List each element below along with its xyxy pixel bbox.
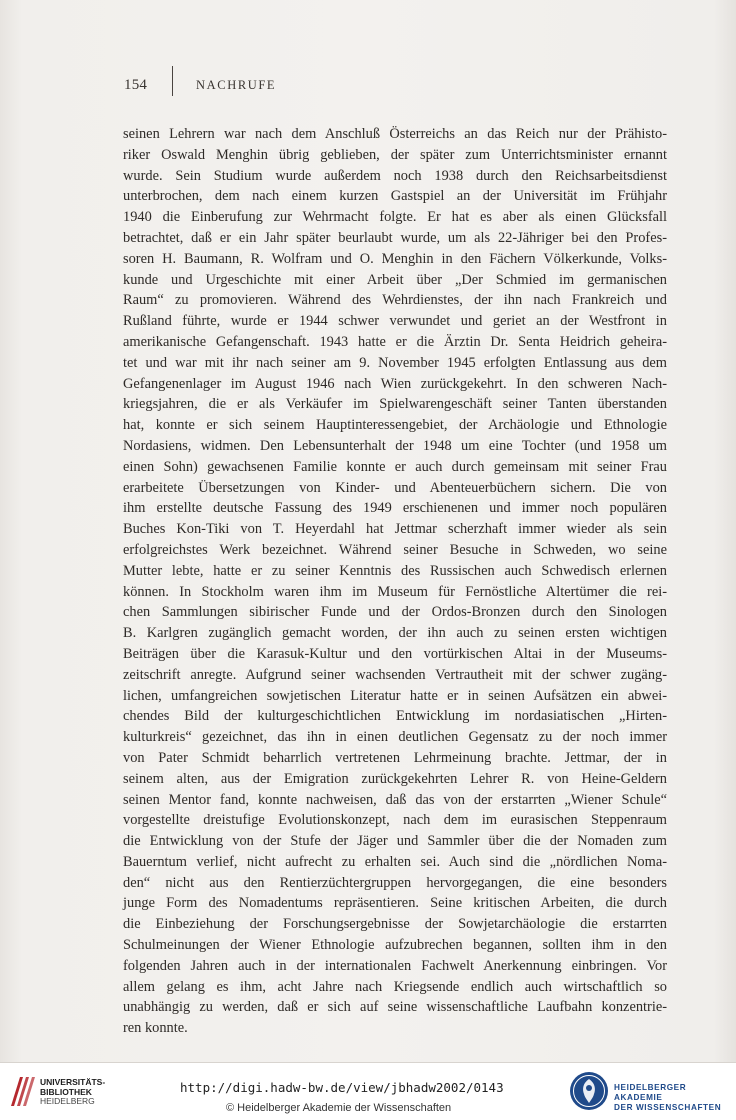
text-line: kunde und Urgeschichte mit einer Arbeit über „Der Schmied im germanischen [123,271,667,288]
section-title: NACHRUFE [196,78,277,92]
text-line: chendes Bild der kulturgeschichtlichen Entwicklung im nordasiatischen „Hirten- [123,708,667,725]
body-text [123,124,667,1039]
text-line: können. In Stockholm waren ihm im Museum für Fernöstliche Altertümer die rei- [123,583,667,600]
text-line: folgenden Jahren auch in der internationalen Fachwelt Anerkennung einbringen. Vor [123,957,667,974]
text-line: seinen Mentor fand, konnte nachweisen, daß das von der erstarrten „Wiener Schule“ [123,791,667,808]
text-line: Raum“ zu promovieren. Während des Wehrdienstes, der ihn nach Frankreich und [123,292,667,309]
text-line: kulturkreis“ gezeichnet, das ihn in einen deutlichen Gegensatz zu der noch immer [123,729,667,746]
text-line: soren H. Baumann, R. Wolfram und O. Menghin in den Fächern Völkerkunde, Volks- [123,250,667,267]
academy-name-line-2: DER WISSENSCHAFTEN [614,1103,722,1112]
text-line: kriegsjahren, die er als Verkäufer im Spielwarengeschäft seiner Tanten überstanden [123,396,667,413]
text-line: chen Sammlungen sibirischer Funde und der Ordos-Bronzen durch den Sinologen [123,604,667,621]
text-line: Rußland führte, wurde er 1944 schwer verwundet und geriet an der Westfront in [123,313,667,330]
text-line: Mutter lebte, hatte er zu seiner Kenntnis des Russischen auch Schwedisch erlernen [123,562,667,579]
text-line: lichen, umfangreichen sowjetischen Literatur hatte er in seinen Aufsätzen ein abwei- [123,687,667,704]
text-line: ren konnte. [123,1020,188,1037]
text-line: unabhängig zu werden, daß er sich auf seine wissenschaftliche Laufbahn konzentrie- [123,999,667,1016]
university-library-logo-icon [8,1073,36,1109]
text-line: 1940 die Einberufung zur Wehrmacht folgte. Er hat es aber als einen Glücksfall [123,209,667,226]
text-line: betrachtet, daß er ein Jahr später beurlaubt wurde, um als 22-Jähriger bei den Profes- [123,229,667,246]
text-line: Bauerntum verlief, nicht aufrecht zu erhalten sei. Auch sind die „nördlichen Noma- [123,853,667,870]
text-line: die Entwicklung von der Stufe der Jäger und Sammler über die der Nomaden zum [123,833,667,850]
text-line: wurde. Sein Studium wurde außerdem noch 1938 durch den Reichsarbeitsdienst [123,167,667,184]
academy-seal-icon [569,1071,609,1111]
text-line: die Einbeziehung der Forschungsergebnisse der Sowjetarchäologie die erstarrten [123,916,667,933]
text-line: amerikanische Gefangenschaft. 1943 hatte er die Ärztin Dr. Senta Heidrich geheira- [123,333,667,350]
text-line: erfolgreichstes Werk bezeichnet. Während seiner Besuche in Schweden, wo seine [123,541,667,558]
academy-name-line-1: HEIDELBERGER AKADEMIE [614,1083,687,1102]
permalink-url[interactable]: http://digi.hadw-bw.de/view/jbhadw2002/0143 [180,1080,504,1095]
academy-name [614,1083,736,1113]
copyright-notice: © Heidelberger Akademie der Wissenschaften [226,1102,452,1114]
page-number: 154 [124,77,148,93]
text-line: Gefangenenlager im August 1946 nach Wien zurückgekehrt. In den schweren Nach- [123,375,667,392]
text-line: vorgestellte dreistufige Evolutionskonzept, nach dem im eurasischen Steppenraum [123,812,667,829]
text-line: einen Sohn) gewachsenen Familie konnte er auch durch gemeinsam mit seiner Frau [123,458,667,475]
text-line: Schulmeinungen der Wiener Ethnologie aufzubrechen begannen, sollten ihm in den [123,937,667,954]
header-divider [172,66,173,96]
library-name-line-3: HEIDELBERG [40,1096,95,1106]
viewer-footer [0,1062,736,1120]
text-line: allem gelang es ihm, acht Jahre nach Kriegsende endlich auch wirtschaftlich so [123,978,667,995]
text-line: Beiträgen über die Karasuk-Kultur und den vortürkischen Altai in der Museums- [123,645,667,662]
text-line: Nordasiens, widmen. Den Lebensunterhalt der 1948 um eine Tochter (und 1958 um [123,437,667,454]
text-line: hat, konnte er sich seinem Hauptinteressengebiet, der Archäologie und Ethnologie [123,417,667,434]
text-line: riker Oswald Menghin übrig geblieben, der später zum Unterrichtsminister ernannt [123,146,667,163]
text-line: junge Form des Nomadentums repräsentieren. Seine kritischen Arbeiten, die durch [123,895,667,912]
library-name-line-1: UNIVERSITÄTS- [40,1077,106,1087]
text-line: den“ nicht aus den Rentierzüchtergruppen hervorgegangen, die eine besonders [123,874,667,891]
text-line: zeitschrift anregte. Aufgrund seiner wachsenden Vertrautheit mit der schwer zugäng- [123,666,667,683]
text-line: B. Karlgren zugänglich gemacht worden, der ihn auch zu seinen ersten wichtigen [123,625,667,642]
university-library-name [40,1078,105,1107]
text-line: unterbrochen, dem nach einem kurzen Gastspiel an der Universität im Frühjahr [123,188,667,205]
library-name-line-2: BIBLIOTHEK [40,1086,92,1097]
text-line: Buches Kon-Tiki von T. Heyerdahl hat Jettmar scherzhaft immer wieder als sein [123,521,667,538]
text-line: erarbeitete Übersetzungen von Kinder- und Abenteuerbüchern sichern. Die von [123,479,667,496]
text-line: ihm erstellte deutsche Fassung des 1949 erschienenen und immer noch populären [123,500,667,517]
text-line: seinen Lehrern war nach dem Anschluß Österreichs an das Reich nur der Prähisto- [123,126,667,142]
text-line: von Pater Schmidt beharrlich vertretenen Lehrmeinung brachte. Jettmar, der in [123,749,667,766]
text-line: tet und war mit ihr nach seiner am 9. November 1945 erfolgten Entlassung aus dem [123,354,667,371]
text-line: seinem alten, aus der Emigration zurückgekehrten Lehrer R. von Heine-Geldern [123,770,667,787]
